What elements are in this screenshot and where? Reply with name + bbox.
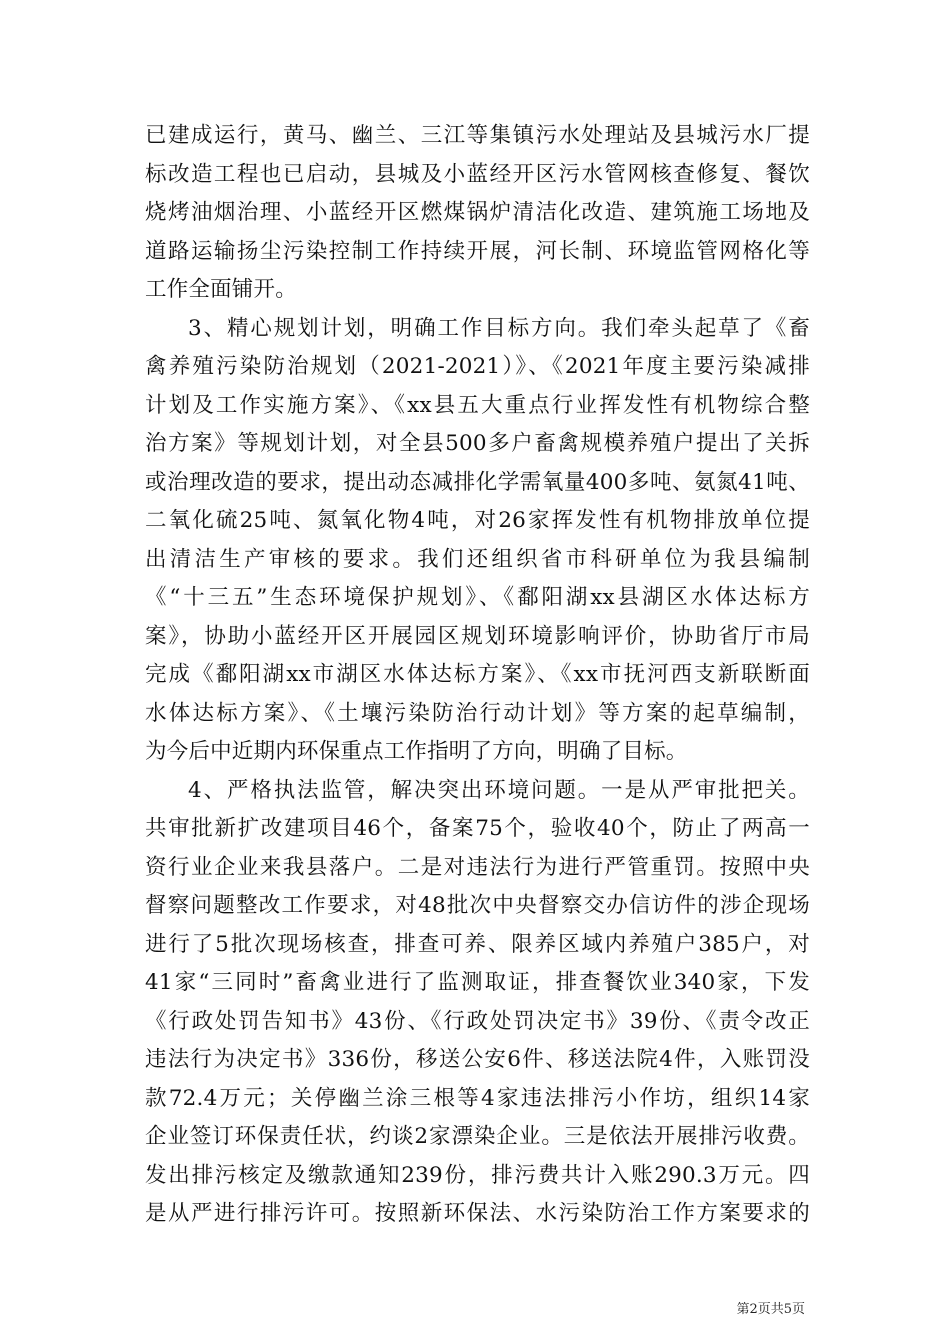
text-line: 《“十三五”生态环境保护规划》、《鄱阳湖xx县湖区水体达标方 — [145, 585, 810, 610]
text-line: 水体达标方案》、《土壤污染防治行动计划》等方案的起草编制， — [145, 700, 810, 726]
text-line: 督察问题整改工作要求，对48批次中央督察交办信访件的涉企现场 — [145, 893, 810, 918]
text-line: 标改造工程也已启动，县城及小蓝经开区污水管网核查修复、餐饮 — [145, 161, 810, 187]
text-line: 款72.4万元；关停幽兰涂三根等4家违法排污小作坊，组织14家 — [145, 1085, 810, 1111]
document-body — [145, 117, 810, 1234]
text-line: 计划及工作实施方案》、《xx县五大重点行业挥发性有机物综合整 — [145, 392, 810, 418]
text-line: 企业签订环保责任状，约谈2家漂染企业。三是依法开展排污收费。 — [145, 1124, 810, 1149]
text-line: 治方案》等规划计划，对全县500多户畜禽规模养殖户提出了关拆 — [145, 431, 810, 456]
text-line: 41家“三同时”畜禽业进行了监测取证，排查餐饮业340家，下发 — [145, 970, 810, 995]
text-line: 工作全面铺开。 — [145, 277, 297, 302]
text-line: 出清洁生产审核的要求。我们还组织省市科研单位为我县编制 — [145, 546, 810, 572]
text-line: 资行业企业来我县落户。二是对违法行为进行严管重罚。按照中央 — [145, 854, 810, 880]
text-line: 禽养殖污染防治规划（2021-2021）》、《2021年度主要污染减排 — [145, 354, 810, 379]
text-line: 为今后中近期内环保重点工作指明了方向，明确了目标。 — [145, 739, 688, 764]
text-line: 共审批新扩改建项目46个，备案75个，验收40个，防止了两高一 — [145, 816, 810, 841]
text-line: 违法行为决定书》336份，移送公安6件、移送法院4件，入账罚没 — [145, 1047, 810, 1072]
text-line: 发出排污核定及缴款通知239份，排污费共计入账290.3万元。四 — [145, 1162, 810, 1188]
text-line: 案》，协助小蓝经开区开展园区规划环境影响评价，协助省厅市局 — [145, 623, 810, 649]
text-line: 或治理改造的要求，提出动态减排化学需氧量400多吨、氨氮41吨、 — [145, 469, 810, 495]
text-line: 《行政处罚告知书》43份、《行政处罚决定书》39份、《责令改正 — [145, 1008, 810, 1034]
text-line: 道路运输扬尘污染控制工作持续开展，河长制、环境监管网格化等 — [145, 238, 810, 264]
text-line: 已建成运行，黄马、幽兰、三江等集镇污水处理站及县城污水厂提 — [145, 123, 810, 148]
paragraph-start-line: 4、严格执法监管，解决突出环境问题。一是从严审批把关。 — [188, 777, 810, 803]
text-line: 进行了5批次现场核查，排查可养、限养区域内养殖户385户，对 — [145, 931, 810, 957]
text-line: 是从严进行排污许可。按照新环保法、水污染防治工作方案要求的 — [145, 1201, 810, 1226]
page-number-footer: 第2页共5页 — [736, 1302, 805, 1317]
text-line: 完成《鄱阳湖xx市湖区水体达标方案》、《xx市抚河西支新联断面 — [145, 662, 810, 687]
text-line: 二氧化硫25吨、氮氧化物4吨，对26家挥发性有机物排放单位提 — [145, 508, 810, 533]
paragraph-start-line: 3、精心规划计划，明确工作目标方向。我们牵头起草了《畜 — [188, 315, 810, 341]
text-line: 烧烤油烟治理、小蓝经开区燃煤锅炉清洁化改造、建筑施工场地及 — [145, 200, 810, 225]
